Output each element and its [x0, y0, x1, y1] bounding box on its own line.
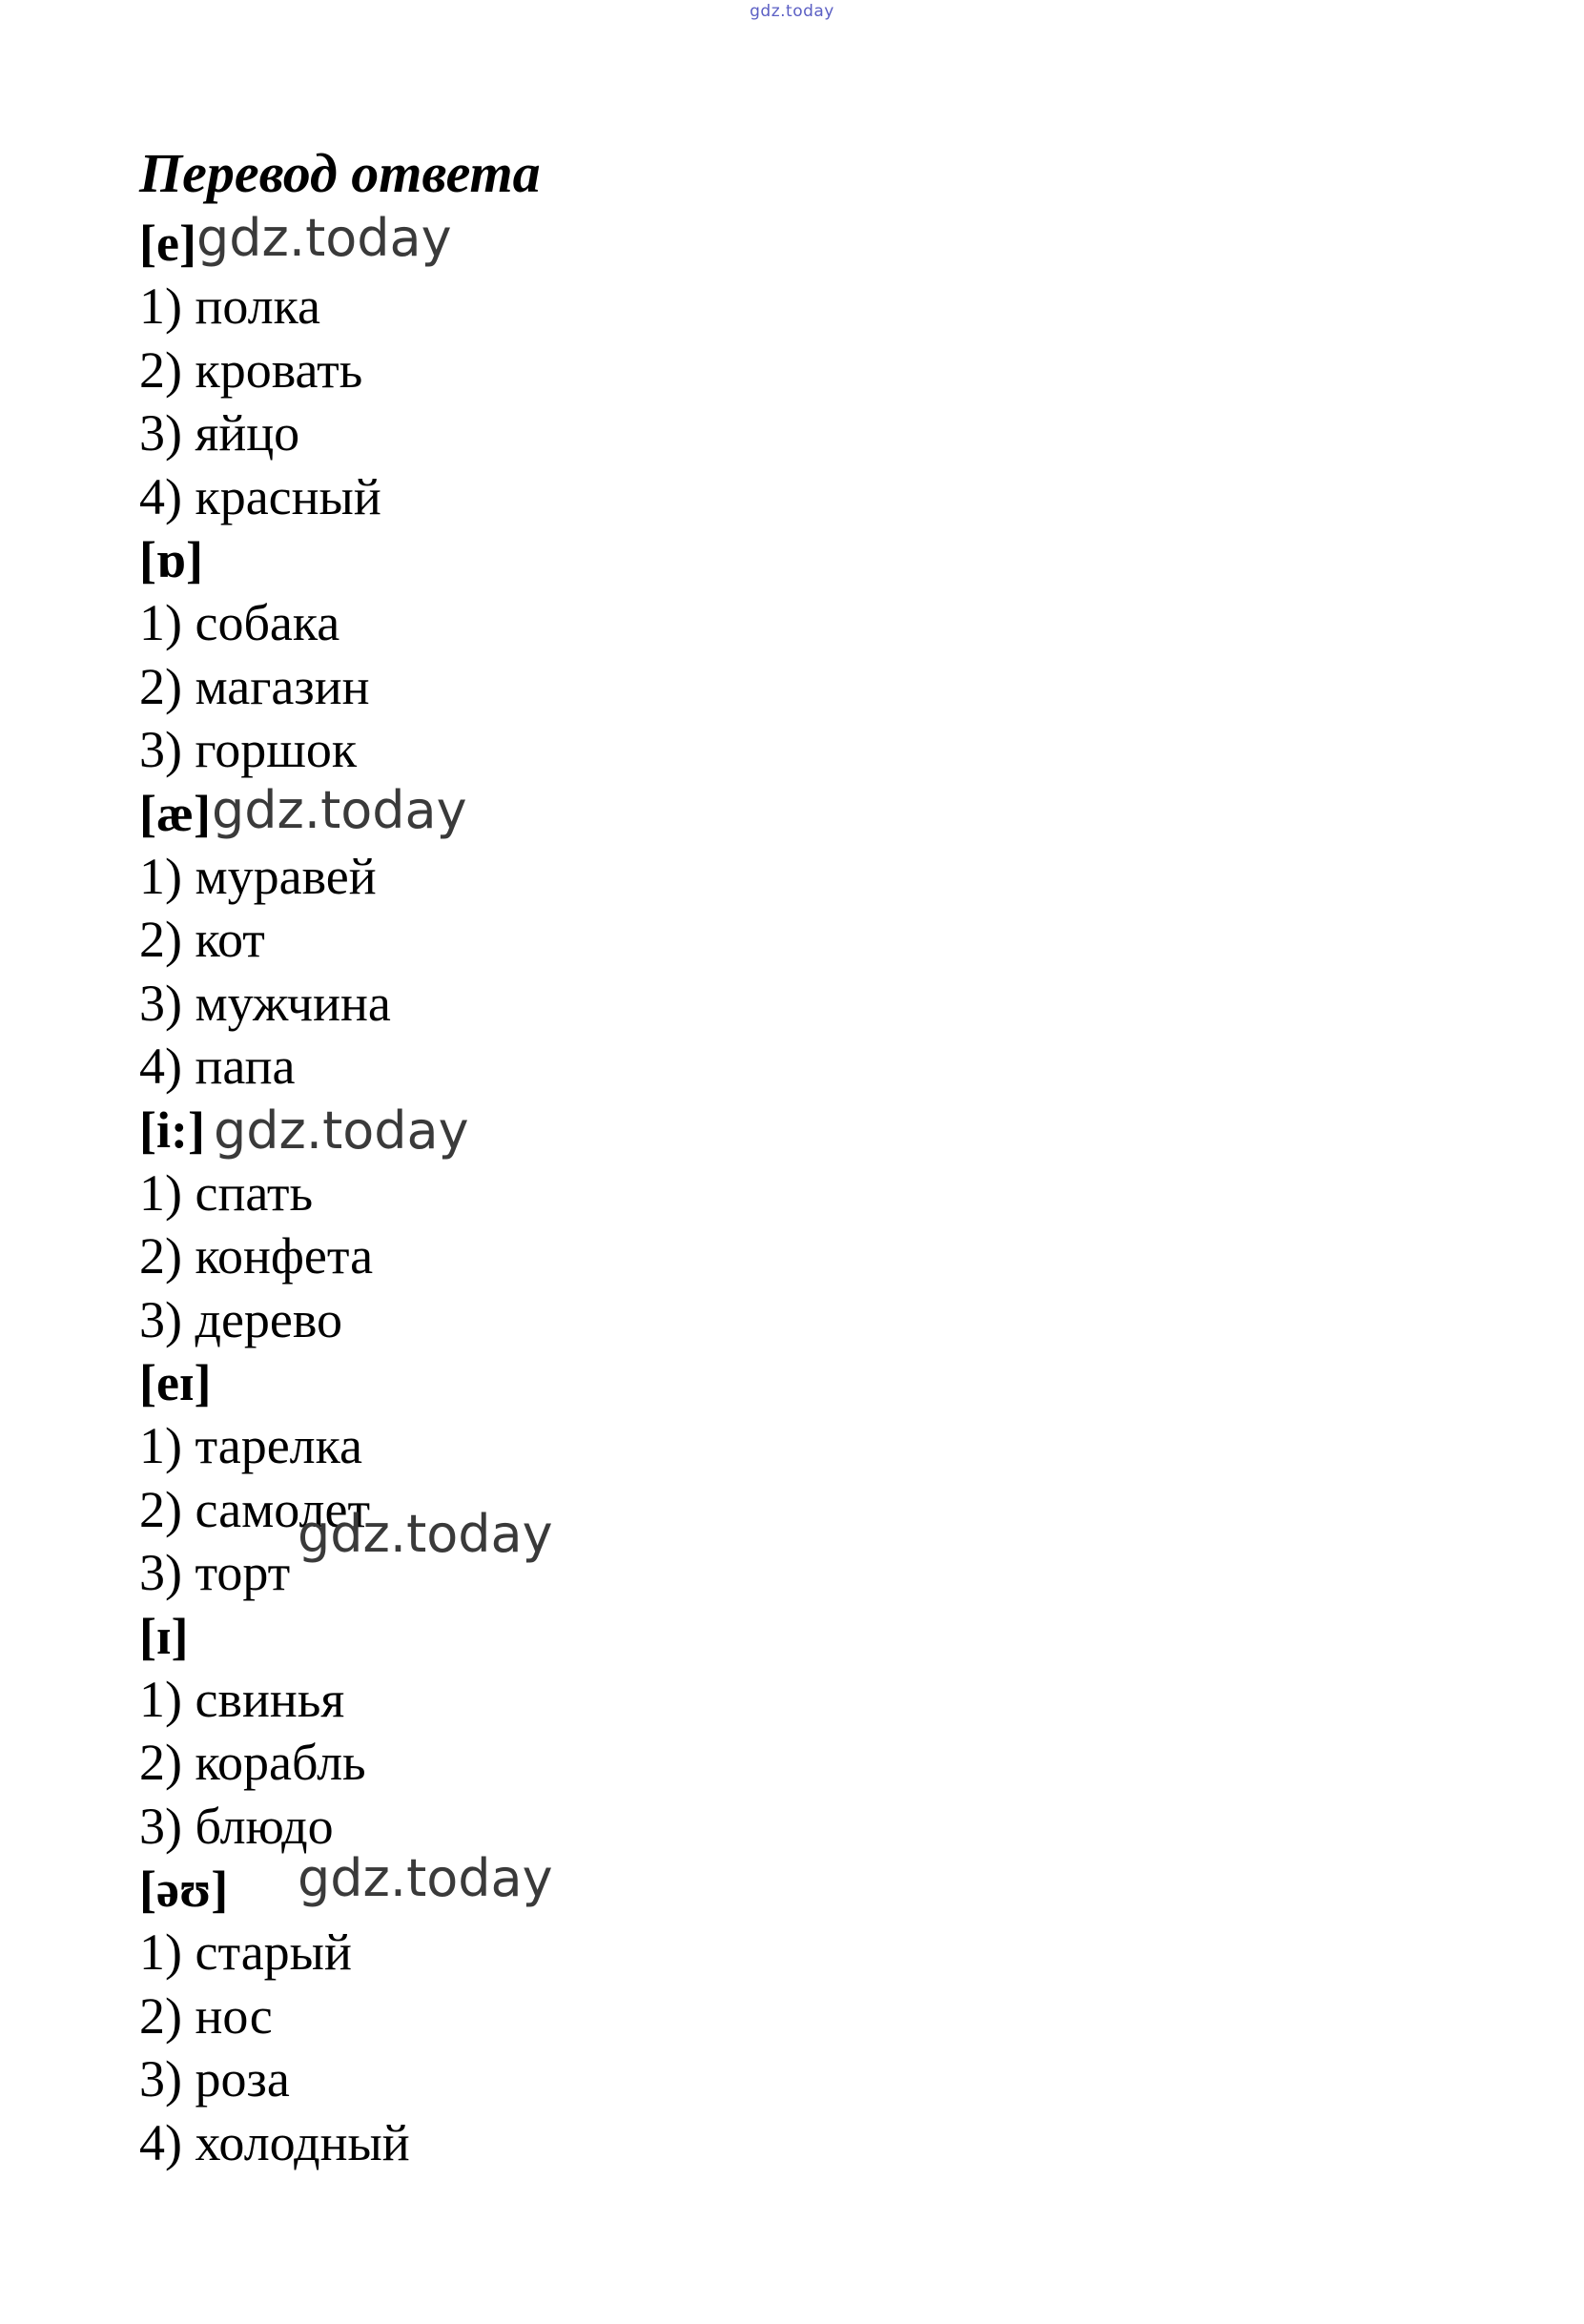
- sound-heading: [i:]: [139, 1100, 205, 1159]
- list-item: 4) красный: [139, 467, 381, 525]
- section-i-long: [139, 1099, 998, 1352]
- list-item: 1) свинья: [139, 1670, 345, 1728]
- sound-heading: [ɒ]: [139, 531, 203, 588]
- watermark-text: gdz.today: [196, 208, 452, 268]
- watermark-text: gdz.today: [212, 779, 467, 840]
- list-item: 2) нос: [139, 1986, 273, 2045]
- list-item: 1) тарелка: [139, 1417, 363, 1474]
- watermark-text: gdz.today: [298, 1504, 553, 1564]
- list-item: 1) муравей: [139, 847, 377, 905]
- section-ou: [139, 1848, 998, 2174]
- section-o: [139, 528, 998, 782]
- list-item: 2) корабль: [139, 1734, 366, 1791]
- list-item: 2) конфета: [139, 1227, 374, 1285]
- list-item: 2) магазин: [139, 657, 370, 715]
- sound-heading: [ɪ]: [139, 1607, 189, 1665]
- top-watermark: gdz.today: [750, 2, 834, 21]
- list-item: 2) кровать: [139, 340, 363, 399]
- sound-heading: [əʊ]: [139, 1861, 229, 1918]
- list-item: 2) кот: [139, 911, 265, 968]
- list-item: 3) дерево: [139, 1290, 343, 1348]
- list-item: 1) спать: [139, 1163, 314, 1222]
- section-e: [139, 208, 998, 528]
- watermark-text: gdz.today: [214, 1100, 469, 1161]
- section-i-short: [139, 1605, 998, 1859]
- section-ei: [139, 1351, 998, 1605]
- list-item: 3) блюдо: [139, 1797, 334, 1855]
- page-title: Перевод ответа: [139, 142, 541, 204]
- sound-heading: [æ]: [139, 784, 211, 842]
- list-item: 1) полка: [139, 278, 321, 335]
- list-item: 1) старый: [139, 1923, 352, 1981]
- list-item: 2) самолет: [139, 1480, 371, 1538]
- list-item: 3) мужчина: [139, 974, 391, 1032]
- list-item: 4) холодный: [139, 2113, 410, 2171]
- list-item: 3) торт: [139, 1544, 291, 1601]
- list-item: 4) папа: [139, 1038, 296, 1095]
- list-item: 1) собака: [139, 594, 340, 651]
- sound-heading: [e]: [139, 215, 196, 272]
- sound-heading: [eɪ]: [139, 1354, 212, 1411]
- list-item: 3) горшок: [139, 721, 358, 778]
- document-body: [139, 135, 998, 2174]
- list-item: 3) роза: [139, 2050, 290, 2108]
- section-ae: [139, 779, 998, 1099]
- list-item: 3) яйцо: [139, 404, 300, 462]
- watermark-text: gdz.today: [298, 1848, 553, 1908]
